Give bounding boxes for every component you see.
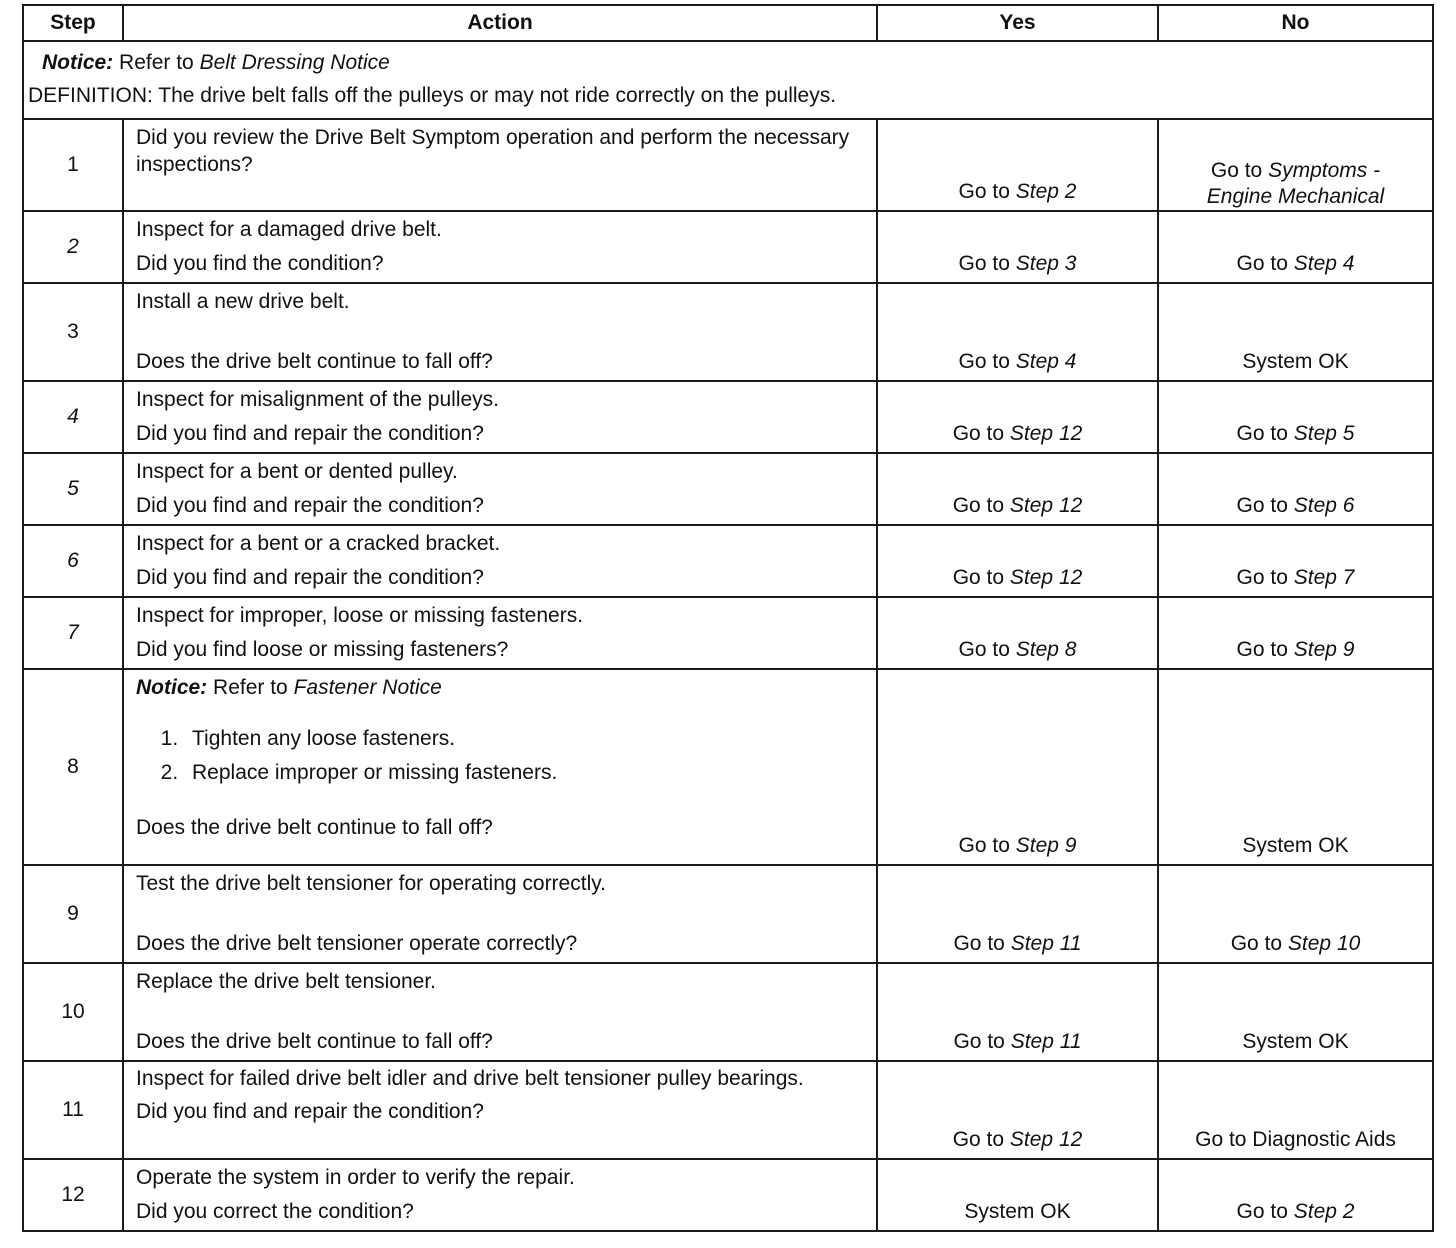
yes-outcome bbox=[878, 252, 1157, 282]
go-to-text: Go to bbox=[953, 1030, 1005, 1053]
yes-outcome bbox=[878, 932, 1157, 962]
table-row bbox=[23, 453, 1433, 525]
table-row bbox=[23, 865, 1433, 963]
go-to-text: Go to bbox=[1236, 638, 1288, 661]
no-ref-line2: Engine Mechanical bbox=[1206, 185, 1385, 208]
go-to-text: Go to bbox=[1210, 159, 1263, 182]
yes-outcome bbox=[878, 350, 1157, 380]
action-cell bbox=[123, 283, 877, 381]
diagnostic-table bbox=[22, 4, 1434, 1232]
step-number: 4 bbox=[23, 381, 123, 453]
action-cell bbox=[123, 453, 877, 525]
question-text: Does the drive belt tensioner operate correctly? bbox=[136, 932, 578, 955]
question-text: Does the drive belt continue to fall off? bbox=[136, 816, 493, 839]
yes-step: Step 3 bbox=[1015, 252, 1077, 275]
yes-cell bbox=[877, 119, 1158, 211]
substep-item: 1. Tighten any loose fasteners. bbox=[184, 722, 876, 756]
notice-ref: Belt Dressing Notice bbox=[199, 51, 390, 74]
no-cell bbox=[1158, 381, 1433, 453]
yes-cell bbox=[877, 1061, 1158, 1159]
yes-cell bbox=[877, 669, 1158, 865]
no-step: Step 4 bbox=[1293, 252, 1355, 275]
no-step: Step 5 bbox=[1293, 422, 1355, 445]
no-outcome: System OK bbox=[1242, 350, 1349, 373]
no-cell bbox=[1158, 1159, 1433, 1231]
definition-text: DEFINITION: The drive belt falls off the pulleys or may not ride correctly on the pulleys. bbox=[28, 84, 837, 107]
action-cell bbox=[123, 1061, 877, 1159]
step-number: 7 bbox=[23, 597, 123, 669]
no-cell bbox=[1158, 525, 1433, 597]
no-cell bbox=[1158, 283, 1433, 381]
go-to-text: Go to bbox=[958, 834, 1010, 857]
substep-list bbox=[124, 722, 876, 790]
notice-ref: Fastener Notice bbox=[293, 676, 442, 699]
yes-step: Step 8 bbox=[1015, 638, 1077, 661]
yes-cell bbox=[877, 597, 1158, 669]
action-cell bbox=[123, 381, 877, 453]
go-to-text: Go to bbox=[952, 566, 1005, 589]
table-row bbox=[23, 1061, 1433, 1159]
no-cell bbox=[1158, 865, 1433, 963]
step-number: 12 bbox=[23, 1159, 123, 1231]
notice-label: Notice: bbox=[136, 676, 208, 699]
go-to-text: Go to bbox=[952, 422, 1005, 445]
yes-cell bbox=[877, 453, 1158, 525]
action-text: Inspect for improper, loose or missing fasteners. bbox=[136, 604, 584, 627]
go-to-text: Go to bbox=[1236, 422, 1288, 445]
yes-cell bbox=[877, 283, 1158, 381]
yes-outcome bbox=[878, 1030, 1157, 1060]
yes-cell bbox=[877, 1159, 1158, 1231]
table-row bbox=[23, 381, 1433, 453]
header-action: Action bbox=[123, 5, 877, 41]
no-cell bbox=[1158, 597, 1433, 669]
question-text: Did you find loose or missing fasteners? bbox=[136, 638, 509, 661]
question-text: Did you find and repair the condition? bbox=[136, 1100, 484, 1123]
question-text: Did you find and repair the condition? bbox=[136, 494, 484, 517]
action-text: Inspect for a bent or a cracked bracket. bbox=[136, 532, 501, 555]
question-text: Did you find and repair the condition? bbox=[136, 422, 484, 445]
step-number: 9 bbox=[23, 865, 123, 963]
yes-outcome: System OK bbox=[964, 1200, 1071, 1223]
go-to-text: Go to bbox=[958, 350, 1010, 373]
yes-step: Step 12 bbox=[1009, 422, 1083, 445]
go-to-text: Go to bbox=[958, 252, 1010, 275]
go-to-text: Go to bbox=[958, 638, 1010, 661]
no-outcome bbox=[1159, 252, 1432, 282]
notice-label: Notice: bbox=[42, 51, 114, 74]
no-outcome bbox=[1159, 638, 1432, 668]
action-text: Inspect for a damaged drive belt. bbox=[136, 218, 442, 241]
notice-cell bbox=[23, 41, 1433, 119]
question-text: Did you correct the condition? bbox=[136, 1200, 414, 1223]
no-step: Step 6 bbox=[1293, 494, 1355, 517]
yes-cell bbox=[877, 865, 1158, 963]
yes-outcome bbox=[878, 180, 1157, 210]
step-number: 1 bbox=[23, 119, 123, 211]
table-row bbox=[23, 525, 1433, 597]
go-to-text: Go to bbox=[952, 1128, 1005, 1151]
step-number: 2 bbox=[23, 211, 123, 283]
table-row bbox=[23, 669, 1433, 865]
yes-cell bbox=[877, 963, 1158, 1061]
action-text: Operate the system in order to verify the repair. bbox=[136, 1166, 575, 1189]
step-number: 3 bbox=[23, 283, 123, 381]
yes-outcome bbox=[878, 422, 1157, 452]
action-text: Install a new drive belt. bbox=[136, 290, 350, 313]
no-outcome bbox=[1159, 566, 1432, 596]
yes-outcome bbox=[878, 566, 1157, 596]
yes-step: Step 11 bbox=[1010, 1030, 1082, 1053]
yes-step: Step 12 bbox=[1009, 1128, 1083, 1151]
no-outcome bbox=[1159, 494, 1432, 524]
no-outcome bbox=[1159, 1200, 1432, 1230]
header-no: No bbox=[1158, 5, 1433, 41]
go-to-text: Go to bbox=[1236, 494, 1288, 517]
action-text: Test the drive belt tensioner for operating correctly. bbox=[136, 872, 607, 895]
action-text: Inspect for misalignment of the pulleys. bbox=[136, 388, 500, 411]
substep-item: 2. Replace improper or missing fasteners. bbox=[184, 756, 876, 790]
step-number: 10 bbox=[23, 963, 123, 1061]
step-number: 6 bbox=[23, 525, 123, 597]
action-cell bbox=[123, 211, 877, 283]
go-to-text: Go to bbox=[1230, 932, 1283, 955]
step-number: 5 bbox=[23, 453, 123, 525]
yes-cell bbox=[877, 211, 1158, 283]
no-cell bbox=[1158, 963, 1433, 1061]
table-row bbox=[23, 211, 1433, 283]
question-text: Does the drive belt continue to fall off? bbox=[136, 350, 493, 373]
action-text: Inspect for a bent or dented pulley. bbox=[136, 460, 458, 483]
no-step: Step 9 bbox=[1293, 638, 1355, 661]
no-step: Step 10 bbox=[1287, 932, 1361, 955]
step-number: 8 bbox=[23, 669, 123, 865]
yes-step: Step 11 bbox=[1010, 932, 1082, 955]
go-to-text: Go to bbox=[1236, 566, 1288, 589]
yes-outcome bbox=[878, 834, 1157, 864]
yes-step: Step 9 bbox=[1015, 834, 1077, 857]
notice-line bbox=[124, 670, 876, 702]
no-outcome bbox=[1159, 422, 1432, 452]
yes-step: Step 4 bbox=[1015, 350, 1077, 373]
action-cell bbox=[123, 865, 877, 963]
notice-line bbox=[42, 48, 1432, 78]
table-row bbox=[23, 597, 1433, 669]
go-to-text: Go to bbox=[953, 932, 1005, 955]
step-number: 11 bbox=[23, 1061, 123, 1159]
question-text: Did you find the condition? bbox=[136, 252, 384, 275]
action-cell bbox=[123, 669, 877, 865]
yes-step: Step 2 bbox=[1015, 180, 1077, 203]
no-outcome: System OK bbox=[1242, 1030, 1349, 1053]
action-cell bbox=[123, 597, 877, 669]
no-cell bbox=[1158, 453, 1433, 525]
action-text: Inspect for failed drive belt idler and drive belt tensioner pulley bearings. bbox=[136, 1067, 804, 1090]
go-to-text: Go to bbox=[1236, 1200, 1288, 1223]
notice-row bbox=[23, 41, 1433, 119]
no-step: Step 2 bbox=[1293, 1200, 1355, 1223]
yes-outcome bbox=[878, 638, 1157, 668]
no-ref-line1: Symptoms - bbox=[1268, 159, 1381, 182]
action-cell bbox=[123, 1159, 877, 1231]
table-row bbox=[23, 283, 1433, 381]
action-cell bbox=[123, 963, 877, 1061]
no-outcome bbox=[1159, 932, 1432, 962]
go-to-text: Go to bbox=[1236, 252, 1288, 275]
yes-step: Step 12 bbox=[1009, 494, 1083, 517]
table-row bbox=[23, 119, 1433, 211]
no-step: Step 7 bbox=[1293, 566, 1355, 589]
question-text: Did you find and repair the condition? bbox=[136, 566, 484, 589]
notice-text: Refer to bbox=[213, 676, 288, 699]
yes-step: Step 12 bbox=[1009, 566, 1083, 589]
action-cell bbox=[123, 119, 877, 211]
yes-outcome bbox=[878, 494, 1157, 524]
no-cell bbox=[1158, 119, 1433, 211]
no-cell bbox=[1158, 1061, 1433, 1159]
go-to-text: Go to bbox=[958, 180, 1010, 203]
yes-outcome bbox=[878, 1128, 1157, 1158]
question-text: Does the drive belt continue to fall off? bbox=[136, 1030, 493, 1053]
no-cell bbox=[1158, 669, 1433, 865]
no-cell bbox=[1158, 211, 1433, 283]
go-to-text: Go to bbox=[952, 494, 1005, 517]
header-step: Step bbox=[23, 5, 123, 41]
action-text: Did you review the Drive Belt Symptom operation and perform the necessary inspections? bbox=[136, 126, 850, 176]
no-outcome: Go to Diagnostic Aids bbox=[1195, 1128, 1396, 1151]
no-outcome: System OK bbox=[1242, 834, 1349, 857]
yes-cell bbox=[877, 525, 1158, 597]
action-text: Replace the drive belt tensioner. bbox=[136, 970, 437, 993]
header-row bbox=[23, 5, 1433, 41]
yes-cell bbox=[877, 381, 1158, 453]
table-row bbox=[23, 963, 1433, 1061]
table-row bbox=[23, 1159, 1433, 1231]
action-cell bbox=[123, 525, 877, 597]
notice-text: Refer to bbox=[119, 51, 194, 74]
header-yes: Yes bbox=[877, 5, 1158, 41]
